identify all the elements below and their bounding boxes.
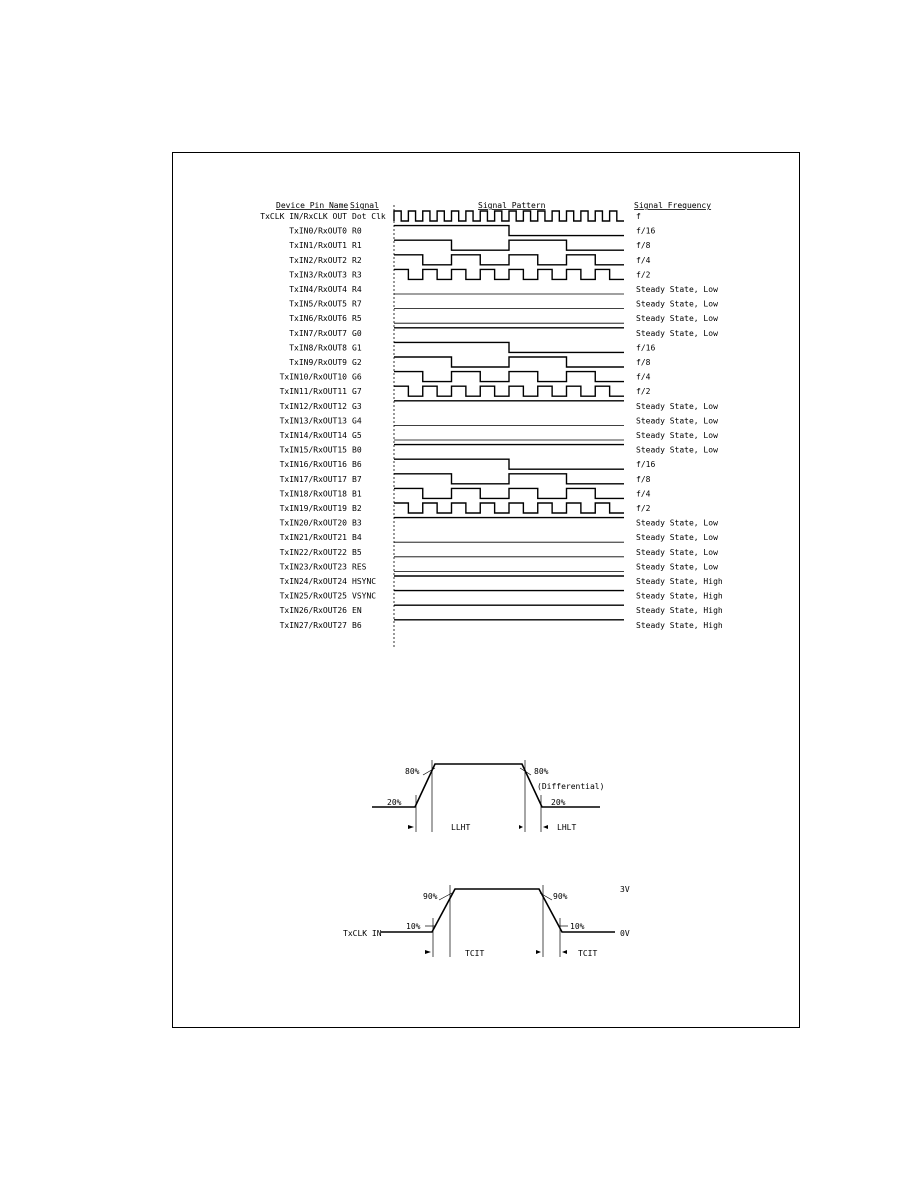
pin-name: TxIN9/RxOUT9 — [289, 358, 347, 367]
signal-row — [280, 576, 723, 586]
signal-row — [289, 269, 650, 279]
lvds-fall-label: LHLT — [557, 823, 577, 832]
signal-name: B0 — [352, 445, 362, 455]
signal-waveform — [394, 386, 624, 396]
signal-frequency: Steady State, High — [636, 606, 723, 616]
signal-frequency: Steady State, High — [636, 620, 723, 630]
clock-10pct-right: 10% — [570, 922, 585, 931]
signal-row — [289, 285, 718, 294]
signal-name: B7 — [352, 474, 362, 484]
pin-name: TxIN22/RxOUT22 — [279, 547, 347, 557]
signal-frequency: Steady State, Low — [636, 562, 718, 572]
signal-row — [280, 386, 651, 396]
signal-name: B5 — [352, 547, 362, 557]
signal-name: VSYNC — [352, 591, 377, 601]
signal-frequency: Steady State, Low — [636, 416, 718, 426]
lvds-differential-note: (Differential) — [537, 782, 605, 791]
clock-signal-label: TxCLK IN — [343, 929, 382, 938]
pin-name: TxIN16/RxOUT16 — [279, 460, 347, 470]
pin-name: TxIN1/RxOUT1 — [289, 241, 347, 251]
signal-frequency: f/4 — [636, 489, 651, 499]
pin-name: TxIN10/RxOUT10 — [279, 372, 347, 382]
pin-name: TxIN12/RxOUT12 — [279, 401, 347, 411]
signal-row — [280, 445, 719, 455]
pin-name: TxIN20/RxOUT20 — [279, 518, 347, 528]
signal-waveform — [394, 255, 624, 265]
clock-arrow-2 — [536, 950, 541, 954]
signal-name: Dot Clk — [352, 212, 386, 221]
signal-row — [289, 342, 655, 352]
signal-name: G5 — [352, 431, 362, 440]
pin-name: TxIN0/RxOUT0 — [289, 226, 347, 236]
signal-waveform — [394, 474, 624, 484]
signal-frequency: Steady State, Low — [636, 299, 718, 309]
signal-frequency: f/2 — [636, 270, 651, 280]
signal-name: B6 — [352, 620, 362, 630]
pin-name: TxIN24/RxOUT24 — [279, 577, 347, 586]
pin-name: TxCLK IN/RxCLK OUT — [260, 212, 347, 221]
signal-frequency: f/8 — [636, 474, 651, 484]
pin-name: TxIN21/RxOUT21 — [279, 533, 347, 543]
signal-row — [289, 314, 718, 323]
signal-name: G6 — [352, 372, 362, 382]
signal-row — [280, 518, 719, 528]
signal-waveform — [394, 226, 624, 236]
lvds-20pct-right: 20% — [551, 798, 566, 807]
lvds-transition-diagram — [372, 760, 604, 832]
signal-name: B6 — [352, 460, 362, 470]
signal-name: B1 — [352, 489, 362, 499]
clock-fall-label: TCIT — [578, 949, 598, 958]
signal-row — [280, 533, 719, 542]
signal-row — [280, 372, 651, 382]
signal-row — [280, 548, 719, 557]
pin-name: TxIN19/RxOUT19 — [279, 504, 347, 513]
signal-name: R7 — [352, 299, 362, 309]
signal-waveform — [394, 488, 624, 498]
signal-waveform — [394, 211, 624, 221]
signal-waveform — [394, 372, 624, 382]
signal-rows — [260, 211, 723, 630]
pin-name: TxIN11/RxOUT11 — [279, 387, 347, 397]
signal-frequency: Steady State, High — [636, 577, 723, 586]
signal-name: G0 — [352, 328, 362, 338]
signal-name: R5 — [352, 314, 362, 324]
signal-row — [280, 474, 651, 484]
signal-waveform — [394, 269, 624, 279]
signal-row — [289, 328, 718, 338]
signal-frequency: Steady State, Low — [636, 431, 718, 440]
clock-arrow-1 — [425, 950, 431, 954]
lvds-rise-label: LLHT — [451, 823, 471, 832]
clock-transition-diagram — [343, 885, 630, 958]
pin-name: TxIN18/RxOUT18 — [279, 489, 347, 499]
signal-frequency: Steady State, Low — [636, 547, 718, 557]
signal-row — [280, 591, 723, 601]
clock-90pct-left: 90% — [423, 892, 438, 901]
signal-name: G2 — [352, 358, 362, 367]
signal-frequency: f/4 — [636, 255, 651, 265]
signal-name: B4 — [352, 533, 362, 543]
signal-name: R4 — [352, 285, 362, 294]
signal-frequency: f/16 — [636, 343, 656, 353]
clock-0v-label: 0V — [620, 929, 630, 938]
signal-waveform — [394, 459, 624, 469]
signal-name: G7 — [352, 387, 362, 397]
signal-frequency: f — [636, 212, 641, 221]
clock-90pct-right: 90% — [553, 892, 568, 901]
signal-frequency: Steady State, Low — [636, 518, 718, 528]
lvds-arrow-3 — [543, 825, 548, 829]
signal-name: G3 — [352, 401, 362, 411]
signal-name: R1 — [352, 241, 362, 251]
signal-waveform — [394, 357, 624, 367]
signal-frequency: f/16 — [636, 460, 656, 470]
header-device-pin: Device Pin Name — [276, 201, 349, 210]
lvds-80pct-right: 80% — [534, 767, 549, 776]
signal-name: R0 — [352, 226, 362, 236]
lvds-leader-80-left — [423, 768, 435, 775]
header-signal: Signal — [350, 201, 379, 210]
signal-row — [289, 300, 718, 309]
signal-name: HSYNC — [352, 577, 377, 586]
signal-row — [280, 562, 719, 571]
clock-rise-label: TCIT — [465, 949, 485, 958]
signal-name: R3 — [352, 270, 362, 280]
lvds-arrow-1 — [408, 825, 414, 829]
signal-frequency: Steady State, Low — [636, 314, 718, 324]
pin-name: TxIN13/RxOUT13 — [279, 416, 347, 426]
signal-row — [280, 431, 719, 440]
signal-row — [280, 401, 719, 411]
signal-row — [280, 620, 723, 630]
pin-name: TxIN17/RxOUT17 — [279, 474, 347, 484]
signal-frequency: Steady State, High — [636, 591, 723, 601]
pin-name: TxIN6/RxOUT6 — [289, 314, 347, 324]
signal-row — [289, 240, 650, 250]
clock-10pct-left: 10% — [406, 922, 421, 931]
signal-row — [289, 226, 655, 236]
pin-name: TxIN25/RxOUT25 — [279, 591, 347, 601]
signal-name: G1 — [352, 343, 362, 353]
signal-row — [280, 416, 719, 425]
pin-name: TxIN23/RxOUT23 — [279, 562, 347, 572]
signal-row — [289, 357, 650, 367]
signal-frequency: f/16 — [636, 226, 656, 236]
pin-name: TxIN8/RxOUT8 — [289, 343, 347, 353]
signal-frequency: f/8 — [636, 358, 651, 367]
signal-frequency: f/2 — [636, 504, 651, 513]
pin-name: TxIN27/RxOUT27 — [279, 620, 347, 630]
clock-leader-90-right — [540, 893, 552, 900]
pin-name: TxIN14/RxOUT14 — [279, 431, 347, 440]
signal-row — [280, 459, 656, 469]
signal-name: R2 — [352, 255, 362, 265]
pin-name: TxIN3/RxOUT3 — [289, 270, 347, 280]
signal-row — [280, 488, 651, 498]
lvds-80pct-left: 80% — [405, 767, 420, 776]
pin-name: TxIN15/RxOUT15 — [279, 445, 347, 455]
signal-waveform — [394, 503, 624, 513]
clock-arrow-3 — [562, 950, 567, 954]
signal-waveform — [394, 240, 624, 250]
lvds-20pct-left: 20% — [387, 798, 402, 807]
signal-name: EN — [352, 606, 362, 616]
pin-name: TxIN5/RxOUT5 — [289, 299, 347, 309]
pin-name: TxIN4/RxOUT4 — [289, 285, 347, 294]
signal-name: B2 — [352, 504, 362, 513]
signal-frequency: Steady State, Low — [636, 328, 718, 338]
signal-frequency: Steady State, Low — [636, 401, 718, 411]
signal-row — [280, 503, 651, 513]
signal-name: RES — [352, 562, 367, 572]
lvds-arrow-2 — [519, 825, 523, 829]
signal-name: G4 — [352, 416, 362, 426]
signal-row — [280, 605, 723, 615]
pattern-table-header — [276, 201, 711, 210]
header-signal-pattern: Signal Pattern — [478, 201, 546, 210]
header-signal-frequency: Signal Frequency — [634, 201, 712, 210]
pin-name: TxIN7/RxOUT7 — [289, 328, 347, 338]
pin-name: TxIN26/RxOUT26 — [279, 606, 347, 616]
signal-waveform — [394, 342, 624, 352]
signal-frequency: Steady State, Low — [636, 445, 718, 455]
signal-frequency: f/4 — [636, 372, 651, 382]
signal-frequency: Steady State, Low — [636, 285, 718, 294]
pin-name: TxIN2/RxOUT2 — [289, 255, 347, 265]
signal-frequency: f/8 — [636, 241, 651, 251]
signal-frequency: Steady State, Low — [636, 533, 718, 543]
signal-frequency: f/2 — [636, 387, 651, 397]
clock-3v-label: 3V — [620, 885, 630, 894]
signal-name: B3 — [352, 518, 362, 528]
lvds-leader-80-right — [520, 768, 531, 775]
signal-row — [289, 255, 650, 265]
signal-row — [260, 211, 641, 221]
